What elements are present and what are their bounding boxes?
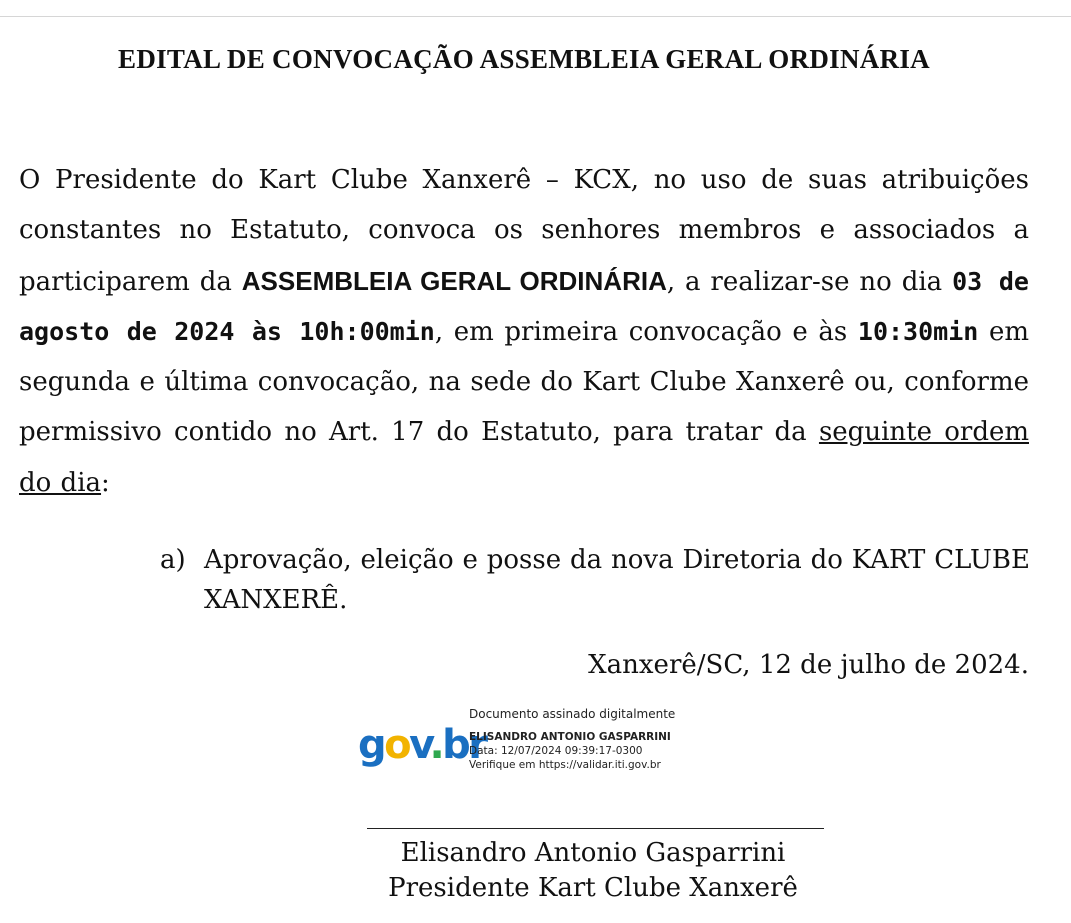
govbr-logo-part: o	[384, 722, 410, 768]
govbr-logo-part: .	[429, 722, 443, 768]
assembly-name: ASSEMBLEIA GERAL ORDINÁRIA	[241, 265, 667, 296]
signature-stamp-heading: Documento assinado digitalmente	[469, 707, 676, 721]
convocation-paragraph	[19, 155, 1029, 508]
first-call-datetime: 03 de agosto de 2024 às 10h:00min	[19, 266, 1029, 346]
second-call-time: 10:30min	[857, 316, 979, 346]
signer-role: Presidente Kart Clube Xanxerê	[388, 873, 798, 903]
govbr-logo-part: br	[442, 722, 486, 768]
signature-line	[367, 828, 824, 829]
signature-stamp-date: Data: 12/07/2024 09:39:17-0300	[469, 745, 643, 757]
paragraph-text-2: , a realizar-se no dia	[666, 266, 953, 297]
signer-name: Elisandro Antonio Gasparrini	[400, 838, 786, 868]
document-title: EDITAL DE CONVOCAÇÃO ASSEMBLEIA GERAL ORDINÁRIA	[118, 44, 930, 74]
govbr-logo-part: g	[358, 722, 385, 768]
agenda-reference: seguinte ordem do dia	[19, 417, 1029, 498]
place-and-date: Xanxerê/SC, 12 de julho de 2024.	[588, 650, 1029, 680]
govbr-logo	[358, 722, 486, 768]
paragraph-text-1: O Presidente do Kart Clube Xanxerê – KCX, no uso de suas atribuições constantes no Estatuto, convoca os senhores membros e associados a participarem da	[19, 165, 1029, 297]
agenda-item-text: Aprovação, eleição e posse da nova Diretoria do KART CLUBE XANXERÊ.	[204, 545, 1030, 615]
top-divider	[0, 16, 1071, 17]
digital-signature-stamp	[469, 706, 675, 772]
paragraph-text-5: :	[101, 467, 110, 498]
signature-stamp-verify: Verifique em https://validar.iti.gov.br	[469, 759, 661, 771]
paragraph-text-4: em segunda e última convocação, na sede do Kart Clube Xanxerê ou, conforme permissivo contido no Art. 17 do Estatuto, para tratar da	[19, 316, 1029, 448]
govbr-logo-part: v	[409, 722, 430, 768]
paragraph-text-3: , em primeira convocação e às	[434, 316, 858, 347]
agenda-item-marker: a)	[160, 545, 186, 575]
agenda-item	[160, 540, 1030, 620]
signature-stamp-signer: ELISANDRO ANTONIO GASPARRINI	[469, 731, 671, 743]
